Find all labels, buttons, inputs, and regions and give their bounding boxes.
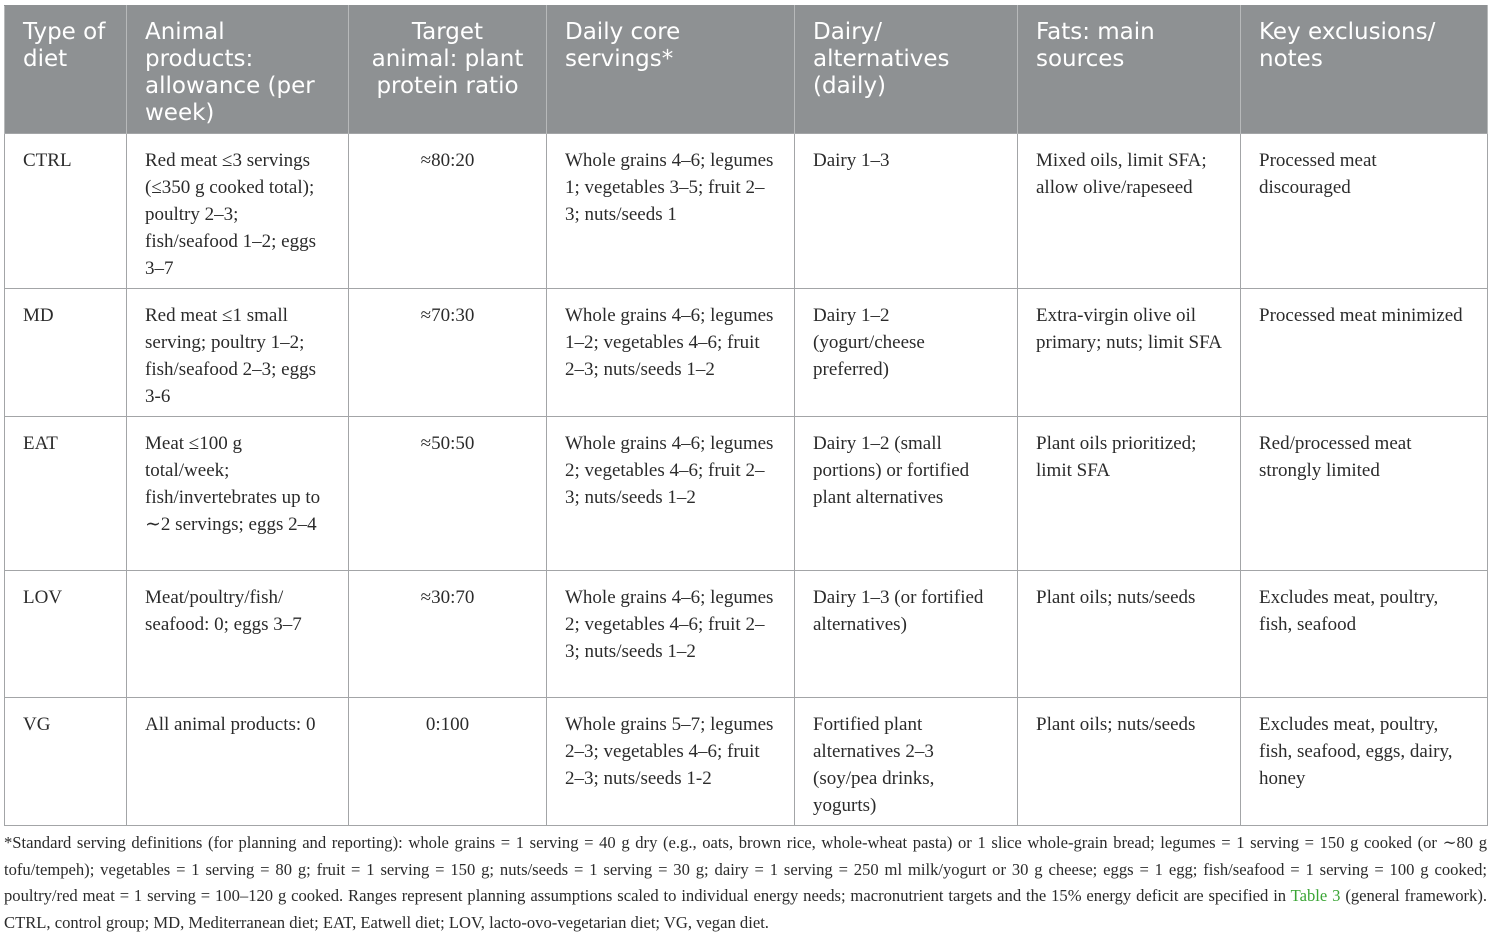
cell-notes: Processed meat discouraged [1241,134,1488,289]
cell-animal-products: Meat/poultry/fish/ seafood: 0; eggs 3–7 [127,571,349,698]
table-3-link[interactable]: Table 3 [1290,886,1341,905]
cell-notes: Processed meat minimized [1241,289,1488,417]
cell-protein-ratio: ≈50:50 [349,417,547,571]
cell-dairy: Dairy 1–2 (small portions) or fortified plant alternatives [795,417,1018,571]
cell-dairy: Dairy 1–3 (or fortified alternatives) [795,571,1018,698]
cell-dairy: Dairy 1–2 (yogurt/cheese preferred) [795,289,1018,417]
header-dairy-alternatives: Dairy/ alternatives (daily) [795,6,1018,134]
cell-protein-ratio: 0:100 [349,698,547,826]
cell-diet-type: EAT [5,417,127,571]
table-row [5,417,1488,571]
cell-fats: Plant oils; nuts/seeds [1018,698,1241,826]
cell-core-servings: Whole grains 4–6; legumes 1; vegetables 3–5; fruit 2–3; nuts/seeds 1 [547,134,795,289]
cell-protein-ratio: ≈30:70 [349,571,547,698]
cell-fats: Mixed oils, limit SFA; allow olive/rapeseed [1018,134,1241,289]
header-type-of-diet: Type of diet [5,6,127,134]
footnote-text: *Standard serving definitions (for planning and reporting): whole grains = 1 serving = 40 g dry (e.g., oats, brown rice, whole-wheat pasta) or 1 slice whole-grain bread; legumes = 1 serving = 150 g cooked (or ∼80 g tofu/tempeh); vegetables = 1 serving = 80 g; fruit = 1 serving = 150 g; nuts/seeds = 1 serving = 30 g; dairy = 1 serving = 250 ml milk/yogurt or 30 g cheese; eggs = 1 egg; fish/seafood = 1 serving = 100 g cooked; poultry/red meat = 1 serving = 100–120 g cooked. Ranges represent planning assumptions scaled to individual energy needs; macronutrient targets and the 15% energy deficit are specified in [4,833,1487,905]
cell-fats: Plant oils prioritized; limit SFA [1018,417,1241,571]
cell-core-servings: Whole grains 5–7; legumes 2–3; vegetables 4–6; fruit 2–3; nuts/seeds 1-2 [547,698,795,826]
cell-notes: Excludes meat, poultry, fish, seafood [1241,571,1488,698]
header-key-exclusions: Key exclusions/ notes [1241,6,1488,134]
cell-dairy: Dairy 1–3 [795,134,1018,289]
header-fats-main-sources: Fats: main sources [1018,6,1241,134]
cell-notes: Excludes meat, poultry, fish, seafood, eggs, dairy, honey [1241,698,1488,826]
table-header-row [5,6,1488,134]
cell-fats: Extra-virgin olive oil primary; nuts; limit SFA [1018,289,1241,417]
cell-notes: Red/processed meat strongly limited [1241,417,1488,571]
cell-core-servings: Whole grains 4–6; legumes 2; vegetables 4–6; fruit 2–3; nuts/seeds 1–2 [547,571,795,698]
table-row [5,134,1488,289]
cell-animal-products: Red meat ≤1 small serving; poultry 1–2; fish/seafood 2–3; eggs 3-6 [127,289,349,417]
cell-animal-products: All animal products: 0 [127,698,349,826]
header-daily-core-servings: Daily core servings* [547,6,795,134]
cell-animal-products: Meat ≤100 g total/week; fish/invertebrates up to ∼2 servings; eggs 2–4 [127,417,349,571]
cell-diet-type: LOV [5,571,127,698]
cell-diet-type: MD [5,289,127,417]
footnote-text-end: (general framework). CTRL, control group; MD, Mediterranean diet; EAT, Eatwell diet; LOV, lacto-ovo-vegetarian diet; VG, vegan diet. [4,886,1487,932]
header-animal-products: Animal products: allowance (per week) [127,6,349,134]
cell-fats: Plant oils; nuts/seeds [1018,571,1241,698]
cell-animal-products: Red meat ≤3 servings (≤350 g cooked total); poultry 2–3; fish/seafood 1–2; eggs 3–7 [127,134,349,289]
cell-diet-type: VG [5,698,127,826]
header-protein-ratio: Target animal: plant protein ratio [349,6,547,134]
table-row [5,289,1488,417]
cell-diet-type: CTRL [5,134,127,289]
cell-core-servings: Whole grains 4–6; legumes 1–2; vegetables 4–6; fruit 2–3; nuts/seeds 1–2 [547,289,795,417]
diet-table [4,5,1488,826]
table-footnote [4,830,1487,936]
cell-protein-ratio: ≈70:30 [349,289,547,417]
cell-core-servings: Whole grains 4–6; legumes 2; vegetables 4–6; fruit 2–3; nuts/seeds 1–2 [547,417,795,571]
table-row [5,571,1488,698]
cell-protein-ratio: ≈80:20 [349,134,547,289]
table-row [5,698,1488,826]
cell-dairy: Fortified plant alternatives 2–3 (soy/pea drinks, yogurts) [795,698,1018,826]
